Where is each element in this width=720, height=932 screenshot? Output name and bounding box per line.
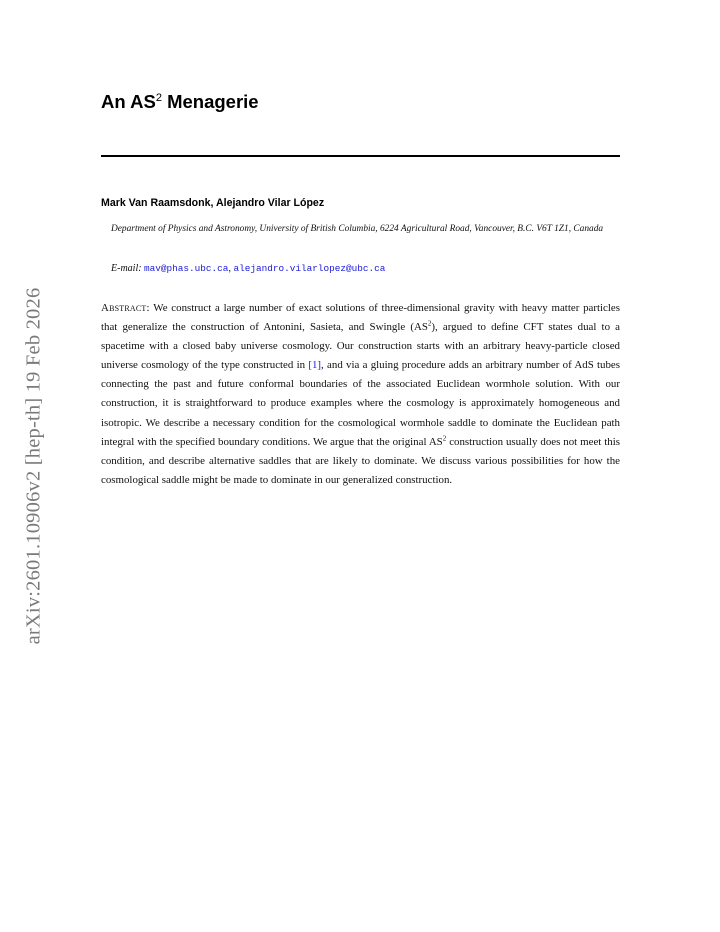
citation-link-1[interactable]: [1]: [308, 359, 322, 372]
author-affiliation: Department of Physics and Astronomy, University of British Columbia, 6224 Agricultural Road, Vancouver, B.C. V6T 1Z1, Canada: [111, 224, 604, 234]
abstract-text-4: construction usually does not meet this condition, and describe alternative saddles that are likely to dominate. We discuss various possibilities for how the cosmological saddle might be made to dominate in our generalized construction.: [101, 435, 621, 486]
email-line: [111, 263, 385, 274]
abstract-superscript-1: 2: [427, 319, 432, 328]
abstract-label: Abstract:: [101, 302, 150, 314]
abstract-text-1: We construct a large number of exact solutions of three-dimensional gravity with heavy matter particles that generalize the construction of Antonini, Sasieta, and Swingle (AS: [101, 302, 620, 334]
abstract-text-3: , and via a gluing procedure adds an arbitrary number of AdS tubes connecting the past and future conformal boundaries of the associated Euclidean wormhole solution. With our construction, it is straightforward to produce examples where the cosmology is approximately homogeneous and isotropic. We describe a necessary condition for the cosmological wormhole saddle to dominate the Euclidean path integral with the specified boundary conditions. We argue that the original AS: [101, 359, 621, 448]
title-superscript: 2: [155, 91, 162, 104]
title-main: An AS: [101, 91, 156, 112]
title-divider: [101, 155, 620, 157]
email-link-vilarlopez[interactable]: alejandro.vilarlopez@ubc.ca: [233, 263, 386, 274]
abstract-superscript-2: 2: [442, 434, 447, 443]
email-label: E-mail:: [111, 263, 142, 274]
arxiv-identifier-stamp: arXiv:2601.10906v2 [hep-th] 19 Feb 2026: [22, 287, 45, 645]
author-list: Mark Van Raamsdonk, Alejandro Vilar López: [101, 197, 325, 209]
paper-title: [101, 91, 259, 113]
email-separator: ,: [228, 263, 234, 274]
abstract-text-2: ), argued to define CFT states dual to a spacetime with a closed baby universe cosmology. Our construction starts with an arbitrary heavy-particle closed universe cosmology of the type constructed in: [101, 321, 620, 372]
title-rest: Menagerie: [161, 91, 259, 112]
email-link-mav[interactable]: mav@phas.ubc.ca: [144, 263, 229, 274]
abstract-paragraph: [101, 299, 620, 490]
